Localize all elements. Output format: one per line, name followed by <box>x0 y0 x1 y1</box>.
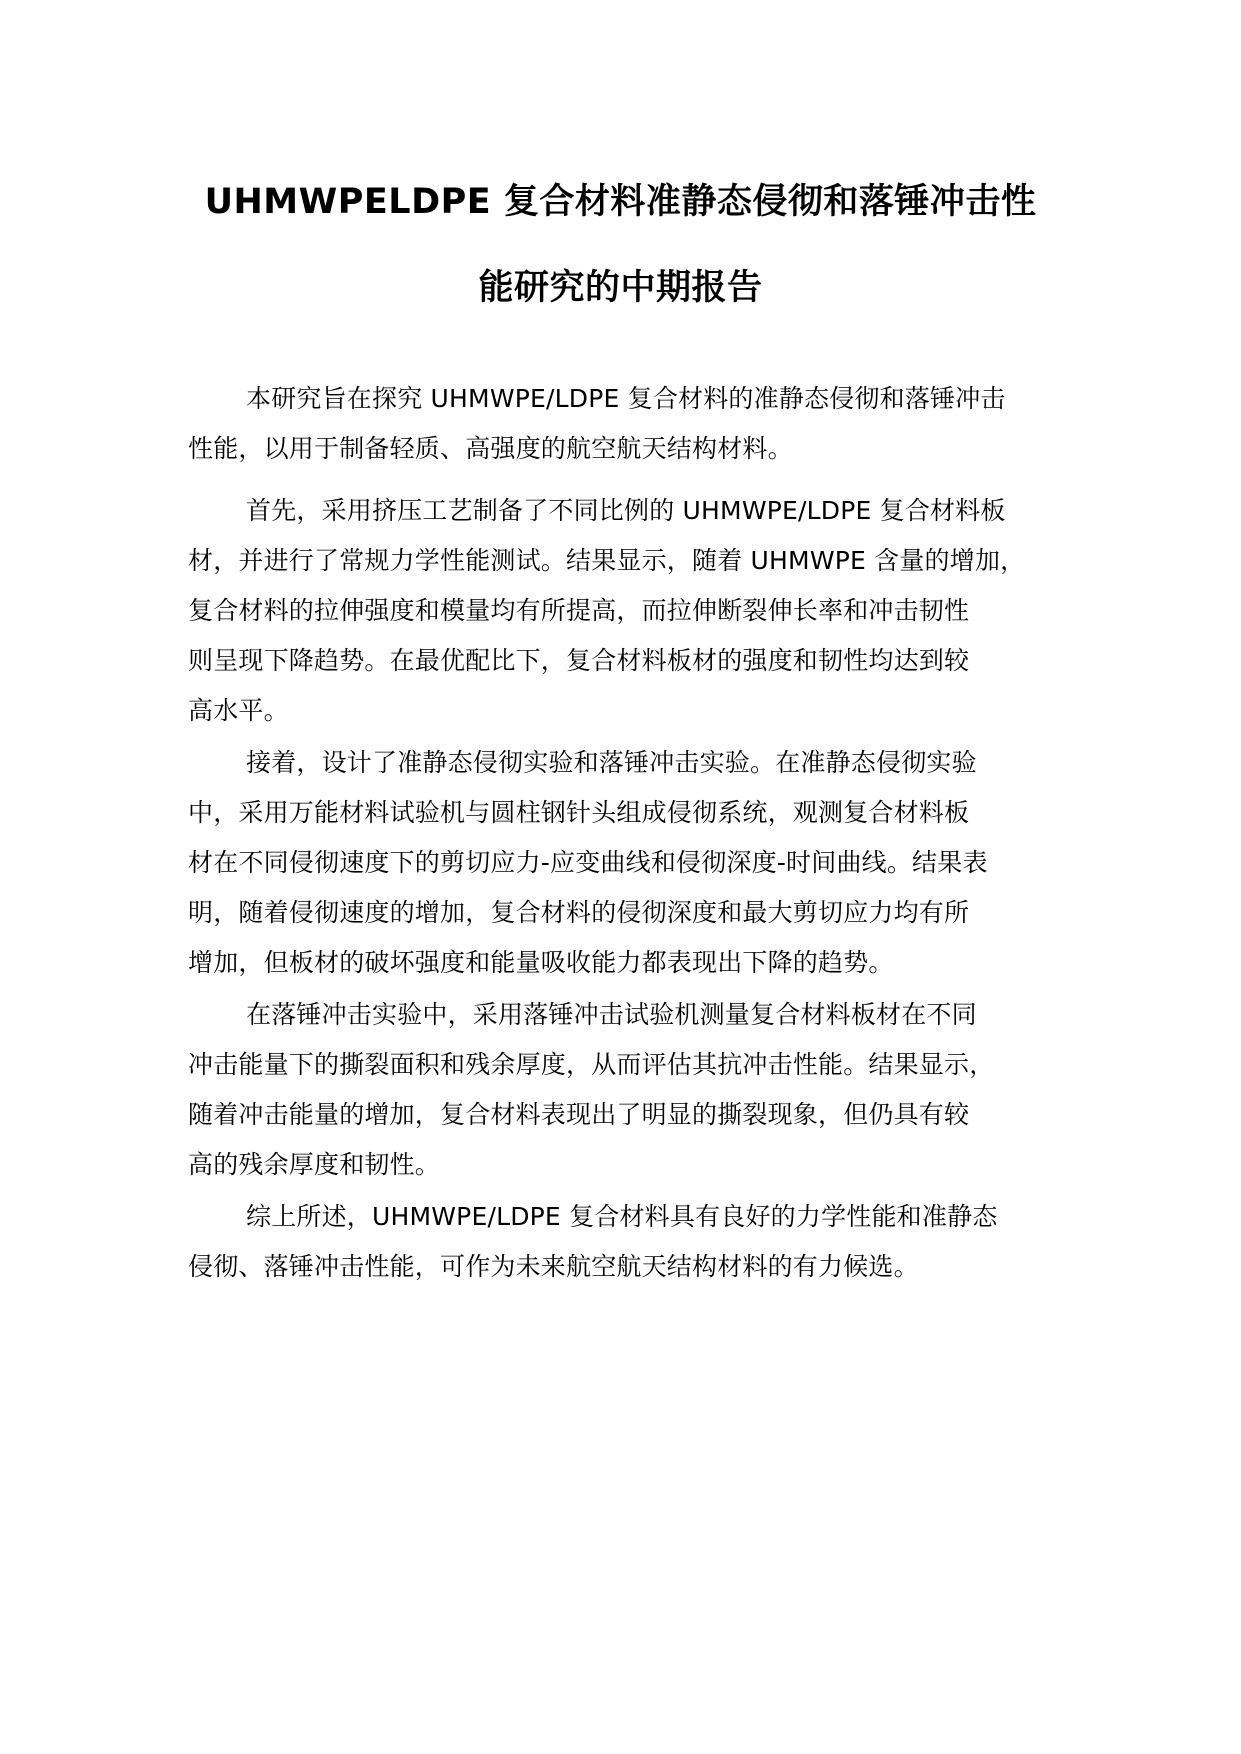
paragraph-line: 材在不同侵彻速度下的剪切应力-应变曲线和侵彻深度-时间曲线。结果表 <box>188 848 988 877</box>
paragraph-line: 本研究旨在探究 UHMWPE/LDPE 复合材料的准静态侵彻和落锤冲击 <box>246 384 1006 413</box>
document-title-line-1: UHMWPELDPE 复合材料准静态侵彻和落锤冲击性 <box>204 182 1037 222</box>
paragraph-intro <box>188 374 1088 474</box>
paragraph-line: 性能，以用于制备轻质、高强度的航空航天结构材料。 <box>188 434 793 463</box>
paragraph-line: 增加，但板材的破坏强度和能量吸收能力都表现出下降的趋势。 <box>188 948 894 977</box>
paragraph-penetration-experiment <box>188 738 1088 988</box>
paragraph-line: 综上所述，UHMWPE/LDPE 复合材料具有良好的力学性能和准静态 <box>246 1202 998 1231</box>
paragraph-line: 随着冲击能量的增加，复合材料表现出了明显的撕裂现象，但仍具有较 <box>188 1100 970 1129</box>
paragraph-line: 接着，设计了准静态侵彻实验和落锤冲击实验。在准静态侵彻实验 <box>246 748 977 777</box>
paragraph-conclusion <box>188 1192 1088 1292</box>
paragraph-line: 侵彻、落锤冲击性能，可作为未来航空航天结构材料的有力候选。 <box>188 1252 919 1281</box>
paragraph-line: 冲击能量下的撕裂面积和残余厚度，从而评估其抗冲击性能。结果显示， <box>188 1050 995 1079</box>
paragraph-line: 首先，采用挤压工艺制备了不同比例的 UHMWPE/LDPE 复合材料板 <box>246 496 1006 525</box>
paragraph-line: 则呈现下降趋势。在最优配比下，复合材料板材的强度和韧性均达到较 <box>188 646 970 675</box>
paragraph-line: 材，并进行了常规力学性能测试。结果显示，随着 UHMWPE 含量的增加， <box>188 546 1026 575</box>
document-title-line-2: 能研究的中期报告 <box>478 268 763 308</box>
paragraph-line: 中，采用万能材料试验机与圆柱钢针头组成侵彻系统，观测复合材料板 <box>188 798 970 827</box>
paragraph-preparation <box>188 486 1088 736</box>
paragraph-line: 明，随着侵彻速度的增加，复合材料的侵彻深度和最大剪切应力均有所 <box>188 898 970 927</box>
paragraph-line: 在落锤冲击实验中，采用落锤冲击试验机测量复合材料板材在不同 <box>246 1000 977 1029</box>
paragraph-drop-hammer-experiment <box>188 990 1088 1190</box>
paragraph-line: 复合材料的拉伸强度和模量均有所提高，而拉伸断裂伸长率和冲击韧性 <box>188 596 970 625</box>
paragraph-line: 高的残余厚度和韧性。 <box>188 1150 441 1179</box>
paragraph-line: 高水平。 <box>188 696 289 725</box>
